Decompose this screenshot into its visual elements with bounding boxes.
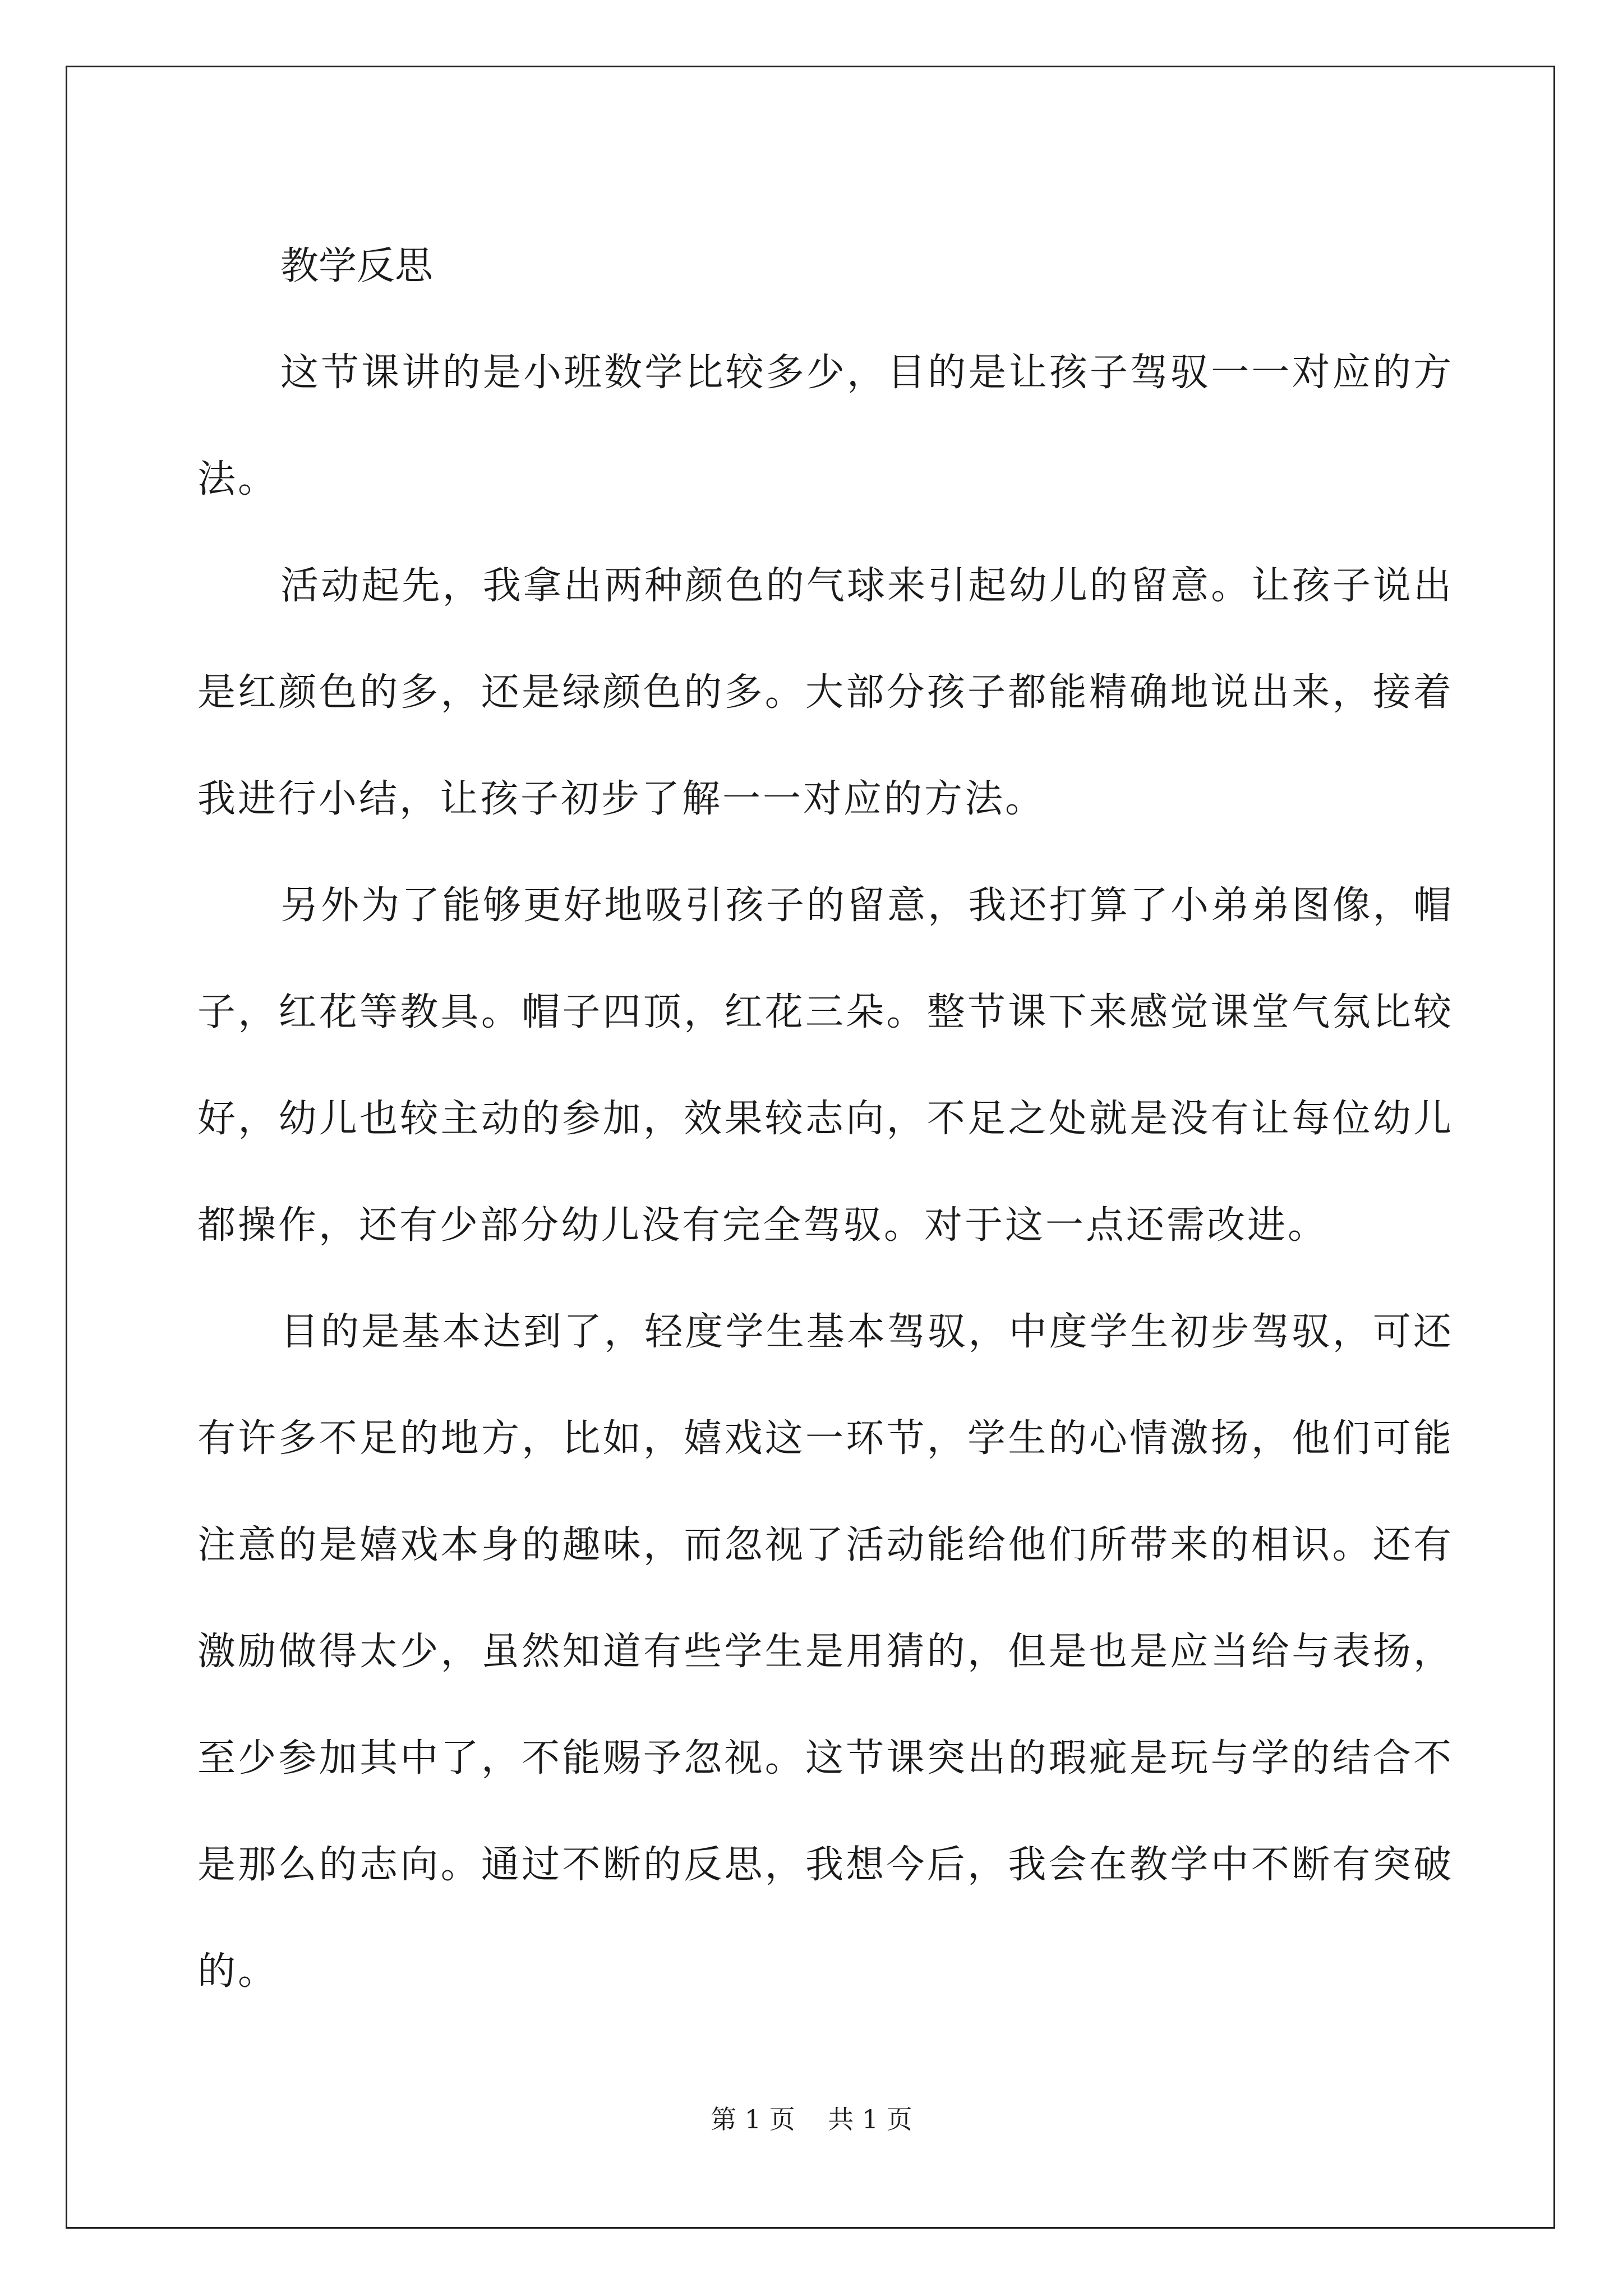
paragraph-4: 目的是基本达到了，轻度学生基本驾驭，中度学生初步驾驭，可还有许多不足的地方，比如，嬉戏这一环节，学生的心情激扬，他们可能注意的是嬉戏本身的趣味，而忽视了活动能给他们所带来的相识。还有激励做得太少，虽然知道有些学生是用猜的，但是也是应当给与表扬，至少参加其中了，不能赐予忽视。这节课突出的瑕疵是玩与学的结合不是那么的志向。通过不断的反思，我想今后，我会在教学中不断有突破的。: [197, 1310, 1454, 1994]
page-footer: 第 1 页 共 1 页: [711, 2104, 912, 2134]
paragraph-3: 另外为了能够更好地吸引孩子的留意，我还打算了小弟弟图像，帽子，红花等教具。帽子四顶，红花三朵。整节课下来感觉课堂气氛比较好，幼儿也较主动的参加，效果较志向，不足之处就是没有让每位幼儿都操作，还有少部分幼儿没有完全驾驭。对于这一点还需改进。: [197, 884, 1454, 1248]
paragraph-2: 活动起先，我拿出两种颜色的气球来引起幼儿的留意。让孩子说出是红颜色的多，还是绿颜色的多。大部分孩子都能精确地说出来，接着我进行小结，让孩子初步了解一一对应的方法。: [197, 564, 1454, 821]
paragraph-1: 这节课讲的是小班数学比较多少，目的是让孩子驾驭一一对应的方法。: [197, 351, 1454, 501]
document-title: 教学反思: [280, 244, 434, 288]
document-body: [197, 213, 1454, 2025]
